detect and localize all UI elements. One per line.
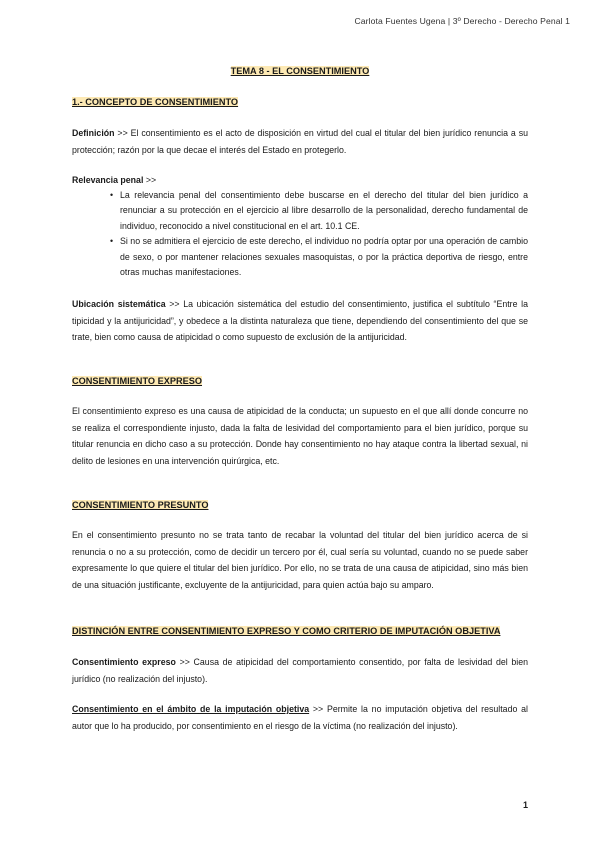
section-heading-presunto xyxy=(72,500,208,510)
bullet-text: Si no se admitiera el ejercicio de este derecho, el individuo no podría optar por una operación de cambio de sexo, o por mantener relaciones sexuales masoquistas, o por la práctica deportiva de riesgo, entre otras muchas manifestaciones. xyxy=(120,236,528,278)
section-heading-concepto xyxy=(72,97,238,107)
imputacion-paragraph xyxy=(72,701,528,734)
ubicacion-text: >> La ubicación sistemática del estudio del consentimiento, justifica el subtítulo “Entre la tipicidad y la antijuricidad”, y obedece a la distinta naturaleza que tiene, dependiendo del consentimiento del que se trate, bien como causa de atipicidad o como supuesto de exclusión de la antijuricidad. xyxy=(72,299,529,343)
imputacion-text: >> Permite la no imputación objetiva del resultado al autor que lo ha producido, por consentimiento en el riesgo de la víctima (no realización del injusto). xyxy=(72,704,528,731)
consentimiento-expreso-paragraph xyxy=(72,654,528,687)
section-heading-expreso xyxy=(72,376,202,386)
presunto-text: En el consentimiento presunto no se trata tanto de recabar la voluntad del titular del bien jurídico acerca de si renuncia o no a su protección, como de decidir un tercero por él, cual sería su voluntad, cuando no se puede saber expresamente lo que quiere el titular del bien jurídico. Por ello, no se trata de una causa de atipicidad, sino más bien de una situación justificante, excluyente de la antijuricidad, para quien actúa bajo su amparo. xyxy=(72,530,528,590)
section-heading-text: CONSENTIMIENTO EXPRESO xyxy=(72,376,203,386)
list-item xyxy=(108,234,528,280)
ubicacion-label: Ubicación sistemática xyxy=(72,299,166,309)
section-heading-distincion xyxy=(72,626,500,636)
ubicacion-paragraph xyxy=(72,296,528,346)
page-header: Carlota Fuentes Ugena | 3º Derecho - Derecho Penal 1 xyxy=(354,16,570,26)
relevancia-paragraph xyxy=(72,172,528,189)
document-title xyxy=(72,66,528,76)
imputacion-label: Consentimiento en el ámbito de la imputación objetiva xyxy=(72,704,310,714)
section-heading-text: DISTINCIÓN ENTRE CONSENTIMIENTO EXPRESO Y COMO CRITERIO DE IMPUTACIÓN OBJETIVA xyxy=(72,626,501,636)
bullet-icon: • xyxy=(110,190,114,200)
definicion-label: Definición xyxy=(72,128,115,138)
bullet-icon: • xyxy=(110,236,114,247)
list-item xyxy=(108,188,528,234)
relevancia-bullet-list xyxy=(108,188,528,280)
expreso-label: Consentimiento expreso xyxy=(72,657,176,667)
relevancia-label: Relevancia penal xyxy=(72,175,144,185)
definicion-paragraph xyxy=(72,125,528,158)
definicion-text: >> El consentimiento es el acto de disposición en virtud del cual el titular del bien jurídico renuncia a su protección; razón por la que decae el interés del Estado en protegerlo. xyxy=(72,128,528,155)
presunto-paragraph xyxy=(72,527,528,593)
expreso-paragraph xyxy=(72,403,528,469)
expreso-def-text: >> Causa de atipicidad del comportamiento consentido, por falta de lesividad del bien jurídico (no realización del injusto). xyxy=(72,657,529,684)
bullet-text: La relevancia penal del consentimiento debe buscarse en el derecho del titular del bien jurídico a renunciar a su protección en el ejercicio al libre desarrollo de la personalidad, derecho fundamental de individuo, reconocido a nivel constitucional en el art. 10.1 CE. xyxy=(120,190,528,231)
relevancia-suffix: >> xyxy=(143,175,157,185)
page-number: 1 xyxy=(522,800,528,810)
section-heading-text: 1.- CONCEPTO DE CONSENTIMIENTO xyxy=(72,97,239,107)
title-text: TEMA 8 - EL CONSENTIMIENTO xyxy=(230,66,370,76)
section-heading-text: CONSENTIMIENTO PRESUNTO xyxy=(72,500,209,510)
expreso-text: El consentimiento expreso es una causa de atipicidad de la conducta; un supuesto en el que allí donde concurre no se realiza el correspondiente injusto, dada la falta de lesividad del comportamiento para el bien jurídico, porque su titular renuncia en dicho caso a su protección. Donde hay consentimiento no hay ataque contra la libertad sexual, ni delito de lesiones en una intervención quirúrgica, etc. xyxy=(72,406,528,466)
